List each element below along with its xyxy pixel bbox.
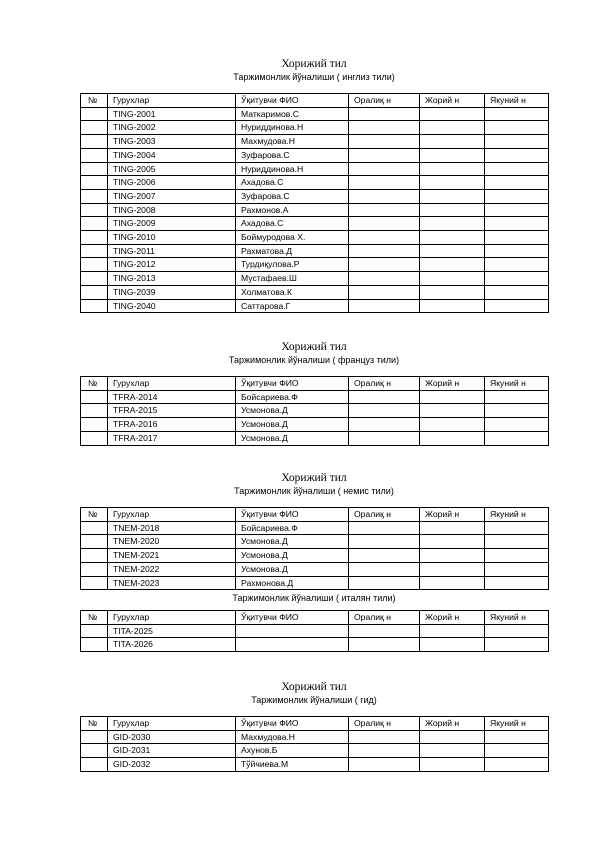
table-cell: [81, 285, 108, 299]
table-cell: [485, 404, 549, 418]
teacher-cell: Турдиқулова.Р: [236, 258, 349, 272]
teacher-cell: Усмонова.Д: [236, 431, 349, 445]
table-cell: [485, 176, 549, 190]
group-cell: TFRA-2014: [108, 390, 236, 404]
section-subtitle: Таржимонлик йўналиши ( инглиз тили): [233, 72, 395, 82]
table-cell: [420, 418, 485, 432]
table-cell: [349, 638, 420, 652]
table-row: [81, 258, 549, 272]
table-cell: [485, 390, 549, 404]
teacher-cell: Рахматова.Д: [236, 244, 349, 258]
section-block: [80, 592, 548, 652]
table-cell: [349, 162, 420, 176]
table-cell: [81, 576, 108, 590]
table-cell: [81, 176, 108, 190]
group-cell: TING-2004: [108, 148, 236, 162]
teacher-cell: Ахадова.С: [236, 217, 349, 231]
teacher-cell: Боймуродова Х.: [236, 231, 349, 245]
table-cell: [420, 730, 485, 744]
table-row: [81, 148, 549, 162]
table-cell: [81, 121, 108, 135]
table-cell: [420, 562, 485, 576]
group-cell: TNEM-2018: [108, 521, 236, 535]
table-row: [81, 217, 549, 231]
section-block: [80, 57, 548, 313]
table-header-row: [81, 611, 549, 625]
table-cell: [485, 638, 549, 652]
table-cell: [81, 231, 108, 245]
table-cell: [485, 217, 549, 231]
table-cell: [81, 744, 108, 758]
teacher-cell: Усмонова.Д: [236, 562, 349, 576]
table-header-row: [81, 717, 549, 731]
teacher-cell: Холматова.К: [236, 285, 349, 299]
table-cell: [420, 299, 485, 313]
table-cell: [349, 231, 420, 245]
table-row: [81, 244, 549, 258]
section-title: Хорижий тил: [281, 472, 347, 484]
table-header-row: [81, 94, 549, 108]
table-row: [81, 744, 549, 758]
section-title: Хорижий тил: [281, 58, 347, 70]
column-header: №: [81, 611, 108, 625]
table-row: [81, 189, 549, 203]
table-cell: [420, 431, 485, 445]
teacher-cell: Ахунов.Б: [236, 744, 349, 758]
column-header: Оралиқ н: [349, 94, 420, 108]
group-cell: TING-2007: [108, 189, 236, 203]
teacher-cell: Бойсариева.Ф: [236, 390, 349, 404]
table-cell: [420, 390, 485, 404]
table-cell: [420, 231, 485, 245]
column-header: №: [81, 508, 108, 522]
column-header: Ўқитувчи ФИО: [236, 717, 349, 731]
table-cell: [349, 390, 420, 404]
table-cell: [420, 576, 485, 590]
table-row: [81, 624, 549, 638]
table-header-row: [81, 377, 549, 391]
table-row: [81, 638, 549, 652]
table-cell: [485, 135, 549, 149]
column-header: Ўқитувчи ФИО: [236, 508, 349, 522]
table-row: [81, 576, 549, 590]
teacher-cell: Зуфарова.С: [236, 189, 349, 203]
table-cell: [349, 624, 420, 638]
group-cell: GID-2031: [108, 744, 236, 758]
group-cell: TING-2009: [108, 217, 236, 231]
table-cell: [485, 549, 549, 563]
table-cell: [349, 285, 420, 299]
table-cell: [420, 121, 485, 135]
table-cell: [349, 549, 420, 563]
group-cell: TING-2013: [108, 272, 236, 286]
teacher-cell: Ахадова.С: [236, 176, 349, 190]
table-cell: [420, 203, 485, 217]
table-row: [81, 521, 549, 535]
table-row: [81, 758, 549, 772]
table-cell: [349, 576, 420, 590]
table-cell: [81, 162, 108, 176]
groups-table: [80, 376, 549, 446]
group-cell: TNEM-2020: [108, 535, 236, 549]
table-cell: [349, 176, 420, 190]
table-cell: [349, 107, 420, 121]
table-cell: [485, 744, 549, 758]
table-row: [81, 535, 549, 549]
group-cell: TING-2008: [108, 203, 236, 217]
table-cell: [485, 121, 549, 135]
table-cell: [349, 203, 420, 217]
column-header: Якуний н: [485, 611, 549, 625]
table-cell: [81, 258, 108, 272]
table-cell: [349, 135, 420, 149]
teacher-cell: [236, 638, 349, 652]
table-cell: [349, 404, 420, 418]
column-header: Ўқитувчи ФИО: [236, 377, 349, 391]
table-cell: [81, 730, 108, 744]
group-cell: TING-2003: [108, 135, 236, 149]
column-header: Оралиқ н: [349, 377, 420, 391]
column-header: Оралиқ н: [349, 508, 420, 522]
table-cell: [420, 624, 485, 638]
group-cell: TING-2005: [108, 162, 236, 176]
column-header: Гурухлар: [108, 94, 236, 108]
group-cell: GID-2030: [108, 730, 236, 744]
table-row: [81, 121, 549, 135]
table-cell: [485, 162, 549, 176]
teacher-cell: Усмонова.Д: [236, 404, 349, 418]
table-cell: [420, 176, 485, 190]
table-cell: [81, 418, 108, 432]
teacher-cell: Мустафаев.Ш: [236, 272, 349, 286]
column-header: Жорий н: [420, 94, 485, 108]
column-header: Якуний н: [485, 94, 549, 108]
teacher-cell: Рахмонова.Д: [236, 576, 349, 590]
group-cell: TING-2011: [108, 244, 236, 258]
table-row: [81, 562, 549, 576]
teacher-cell: Махмудова.Н: [236, 135, 349, 149]
group-cell: TFRA-2017: [108, 431, 236, 445]
table-cell: [420, 638, 485, 652]
table-cell: [349, 244, 420, 258]
table-cell: [81, 244, 108, 258]
table-cell: [349, 562, 420, 576]
table-row: [81, 162, 549, 176]
table-row: [81, 203, 549, 217]
table-cell: [81, 135, 108, 149]
group-cell: TING-2002: [108, 121, 236, 135]
table-row: [81, 176, 549, 190]
group-cell: TITA-2026: [108, 638, 236, 652]
column-header: Якуний н: [485, 377, 549, 391]
table-cell: [485, 624, 549, 638]
table-row: [81, 404, 549, 418]
table-cell: [485, 418, 549, 432]
column-header: Оралиқ н: [349, 611, 420, 625]
table-cell: [485, 285, 549, 299]
table-cell: [81, 272, 108, 286]
table-cell: [485, 576, 549, 590]
teacher-cell: Усмонова.Д: [236, 418, 349, 432]
table-cell: [349, 418, 420, 432]
table-cell: [81, 404, 108, 418]
table-cell: [420, 162, 485, 176]
table-cell: [485, 231, 549, 245]
table-cell: [349, 431, 420, 445]
teacher-cell: Махмудова.Н: [236, 730, 349, 744]
table-cell: [420, 535, 485, 549]
table-cell: [349, 521, 420, 535]
teacher-cell: Усмонова.Д: [236, 535, 349, 549]
table-cell: [81, 638, 108, 652]
table-cell: [420, 189, 485, 203]
table-cell: [349, 299, 420, 313]
section-title: Хорижий тил: [281, 341, 347, 353]
table-cell: [81, 203, 108, 217]
teacher-cell: Маткаримов.С: [236, 107, 349, 121]
teacher-cell: Бойсариева.Ф: [236, 521, 349, 535]
teacher-cell: Зуфарова.С: [236, 148, 349, 162]
teacher-cell: Усмонова.Д: [236, 549, 349, 563]
groups-table: [80, 716, 549, 772]
column-header: Якуний н: [485, 717, 549, 731]
table-cell: [485, 189, 549, 203]
table-row: [81, 730, 549, 744]
group-cell: TING-2012: [108, 258, 236, 272]
table-row: [81, 135, 549, 149]
table-cell: [349, 217, 420, 231]
table-cell: [485, 521, 549, 535]
table-cell: [349, 258, 420, 272]
table-cell: [485, 299, 549, 313]
table-cell: [420, 549, 485, 563]
section-subtitle: Таржимонлик йўналиши ( француз тили): [228, 355, 400, 365]
groups-table: [80, 93, 549, 313]
table-cell: [81, 107, 108, 121]
teacher-cell: Саттарова.Г: [236, 299, 349, 313]
section-subtitle: Таржимонлик йўналиши ( немис тили): [234, 486, 394, 496]
column-header: Ўқитувчи ФИО: [236, 611, 349, 625]
table-cell: [81, 535, 108, 549]
table-cell: [485, 203, 549, 217]
teacher-cell: Нуриддинова.Н: [236, 121, 349, 135]
table-cell: [81, 390, 108, 404]
table-row: [81, 231, 549, 245]
table-cell: [485, 244, 549, 258]
table-cell: [485, 258, 549, 272]
table-cell: [81, 431, 108, 445]
table-cell: [420, 148, 485, 162]
section-block: [80, 340, 548, 446]
table-cell: [420, 521, 485, 535]
column-header: Жорий н: [420, 611, 485, 625]
column-header: №: [81, 94, 108, 108]
group-cell: GID-2032: [108, 758, 236, 772]
group-cell: TNEM-2022: [108, 562, 236, 576]
group-cell: TING-2039: [108, 285, 236, 299]
column-header: Жорий н: [420, 508, 485, 522]
table-cell: [420, 272, 485, 286]
table-row: [81, 285, 549, 299]
table-cell: [485, 272, 549, 286]
table-header-row: [81, 508, 549, 522]
table-cell: [485, 107, 549, 121]
table-cell: [349, 189, 420, 203]
table-cell: [420, 135, 485, 149]
column-header: №: [81, 377, 108, 391]
group-cell: TFRA-2016: [108, 418, 236, 432]
group-cell: TNEM-2023: [108, 576, 236, 590]
table-cell: [420, 258, 485, 272]
group-cell: TNEM-2021: [108, 549, 236, 563]
table-cell: [349, 148, 420, 162]
column-header: №: [81, 717, 108, 731]
column-header: Гурухлар: [108, 508, 236, 522]
table-cell: [420, 758, 485, 772]
table-cell: [349, 758, 420, 772]
column-header: Гурухлар: [108, 377, 236, 391]
table-cell: [81, 217, 108, 231]
teacher-cell: Нуриддинова.Н: [236, 162, 349, 176]
column-header: Якуний н: [485, 508, 549, 522]
section-block: [80, 680, 548, 772]
table-cell: [349, 535, 420, 549]
group-cell: TING-2010: [108, 231, 236, 245]
section-subtitle: Таржимонлик йўналиши ( гид): [251, 695, 377, 705]
group-cell: TING-2006: [108, 176, 236, 190]
table-cell: [81, 624, 108, 638]
column-header: Жорий н: [420, 377, 485, 391]
table-row: [81, 390, 549, 404]
section-subtitle: Таржимонлик йўналиши ( италян тили): [232, 593, 396, 603]
section-title: Хорижий тил: [281, 681, 347, 693]
table-cell: [81, 148, 108, 162]
table-cell: [485, 730, 549, 744]
table-cell: [81, 562, 108, 576]
column-header: Оралиқ н: [349, 717, 420, 731]
teacher-cell: Рахмонов.А: [236, 203, 349, 217]
table-cell: [349, 121, 420, 135]
table-cell: [81, 758, 108, 772]
table-cell: [485, 562, 549, 576]
table-row: [81, 272, 549, 286]
groups-table: [80, 507, 549, 590]
table-cell: [420, 107, 485, 121]
table-cell: [485, 535, 549, 549]
table-cell: [420, 744, 485, 758]
table-cell: [349, 744, 420, 758]
table-row: [81, 418, 549, 432]
table-cell: [349, 272, 420, 286]
table-cell: [485, 148, 549, 162]
table-cell: [485, 431, 549, 445]
table-cell: [81, 299, 108, 313]
table-cell: [420, 244, 485, 258]
groups-table: [80, 610, 549, 652]
teacher-cell: [236, 624, 349, 638]
table-row: [81, 107, 549, 121]
table-cell: [420, 217, 485, 231]
table-cell: [81, 189, 108, 203]
table-cell: [420, 285, 485, 299]
table-cell: [81, 521, 108, 535]
group-cell: TING-2001: [108, 107, 236, 121]
column-header: Ўқитувчи ФИО: [236, 94, 349, 108]
teacher-cell: Тўйчиева.М: [236, 758, 349, 772]
column-header: Жорий н: [420, 717, 485, 731]
table-cell: [420, 404, 485, 418]
table-cell: [485, 758, 549, 772]
table-row: [81, 549, 549, 563]
table-row: [81, 431, 549, 445]
section-block: [80, 471, 548, 590]
group-cell: TFRA-2015: [108, 404, 236, 418]
column-header: Гурухлар: [108, 717, 236, 731]
table-cell: [349, 730, 420, 744]
group-cell: TING-2040: [108, 299, 236, 313]
column-header: Гурухлар: [108, 611, 236, 625]
table-cell: [81, 549, 108, 563]
group-cell: TITA-2025: [108, 624, 236, 638]
table-row: [81, 299, 549, 313]
